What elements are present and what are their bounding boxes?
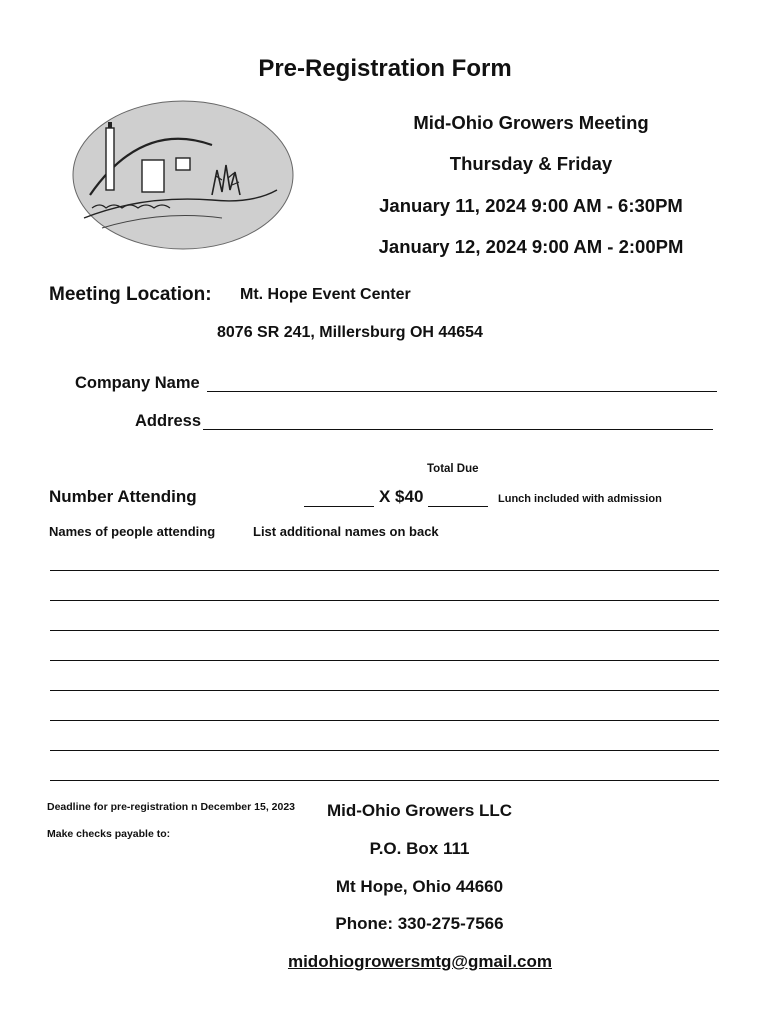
deadline-note: Deadline for pre-registration n December 15, 2023 (47, 801, 296, 813)
payee-city: Mt Hope, Ohio 44660 (335, 877, 504, 896)
meeting-location-label: Meeting Location: (49, 284, 212, 305)
attendee-name-field[interactable] (50, 780, 719, 781)
additional-names-note: List additional names on back (253, 524, 439, 539)
price-per-person: X $40 (379, 487, 424, 506)
address-label: Address (135, 412, 202, 430)
attendee-name-field[interactable] (50, 750, 719, 751)
payee-phone: Phone: 330-275-7566 (335, 914, 504, 933)
form-title: Pre-Registration Form (258, 55, 512, 82)
company-name-field[interactable] (207, 391, 717, 392)
lunch-note: Lunch included with admission (498, 493, 662, 505)
attendee-name-field[interactable] (50, 690, 719, 691)
checks-payable-note: Make checks payable to: (47, 828, 171, 840)
attendee-name-field[interactable] (50, 600, 719, 601)
event-days: Thursday & Friday (449, 153, 613, 174)
payee-name: Mid-Ohio Growers LLC (326, 801, 513, 820)
number-attending-label: Number Attending (49, 487, 197, 506)
greenhouse-logo-icon (72, 100, 294, 250)
attendee-name-field[interactable] (50, 660, 719, 661)
event-date-1: January 11, 2024 9:00 AM - 6:30PM (379, 195, 683, 216)
event-date-2: January 12, 2024 9:00 AM - 2:00PM (378, 236, 684, 257)
company-name-label: Company Name (75, 374, 200, 392)
payee-po-box: P.O. Box 111 (369, 839, 470, 858)
attendee-name-field[interactable] (50, 720, 719, 721)
meeting-venue: Mt. Hope Event Center (240, 286, 411, 303)
payee-email-link[interactable]: midohiogrowersmtg@gmail.com (287, 952, 553, 971)
names-attending-label: Names of people attending (49, 524, 216, 539)
number-attending-field[interactable] (304, 506, 374, 507)
attendee-name-field[interactable] (50, 630, 719, 631)
attendee-name-field[interactable] (50, 570, 719, 571)
total-due-label: Total Due (427, 463, 479, 475)
address-field[interactable] (203, 429, 713, 430)
total-due-field[interactable] (428, 506, 488, 507)
event-name: Mid-Ohio Growers Meeting (413, 112, 649, 133)
meeting-address: 8076 SR 241, Millersburg OH 44654 (217, 324, 483, 341)
